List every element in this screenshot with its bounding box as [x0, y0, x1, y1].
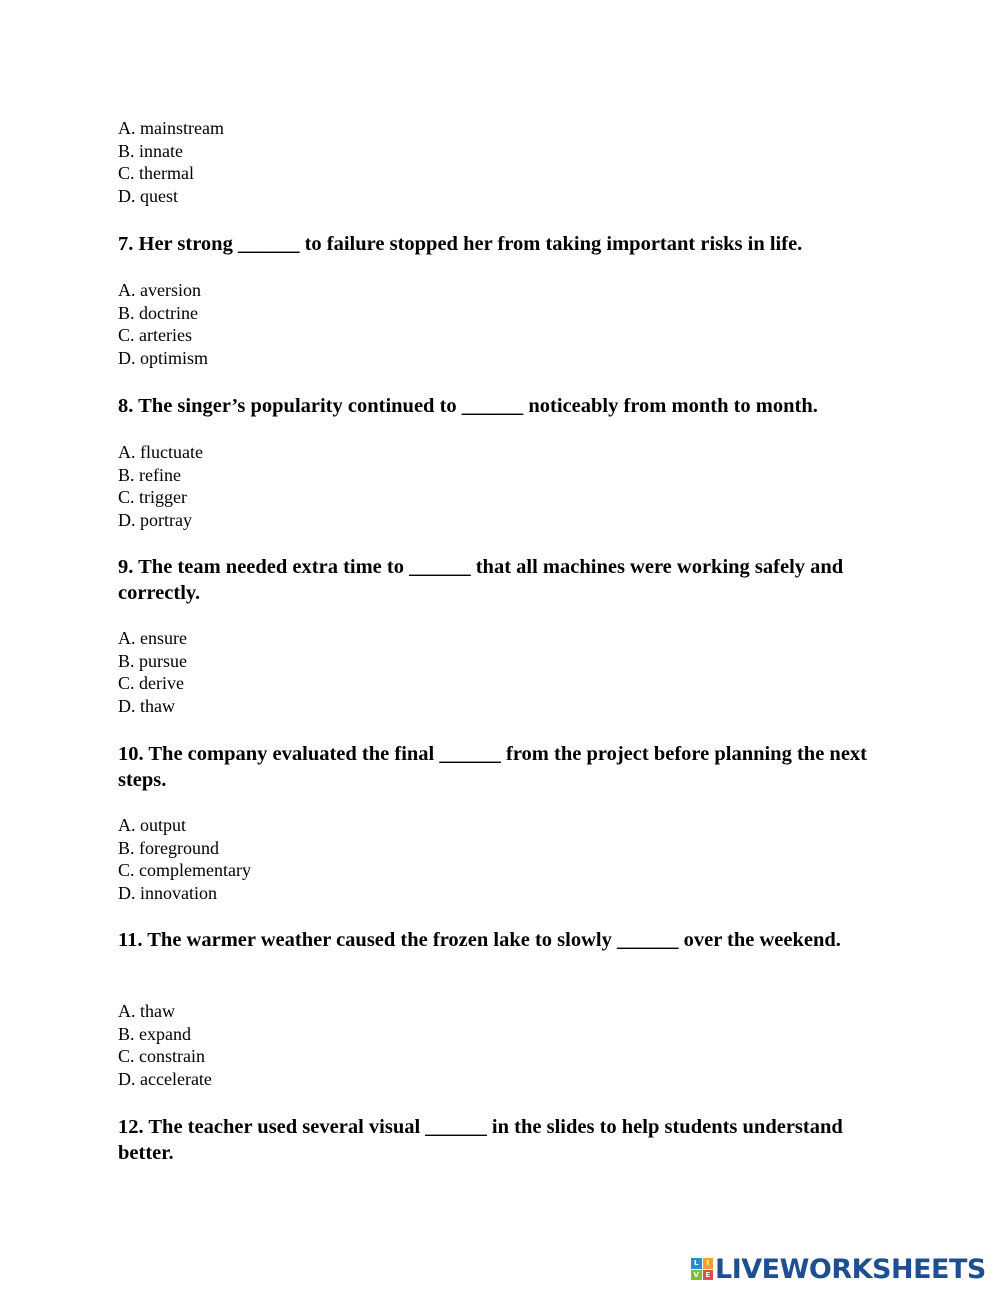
question-8-options [118, 441, 203, 531]
question-11: 11. The warmer weather caused the frozen lake to slowly ______ over the weekend. [118, 929, 841, 951]
previous-question-options [118, 117, 224, 207]
logo-icon-cell: E [703, 1270, 714, 1281]
logo-icon-cell: L [691, 1258, 702, 1269]
option-a[interactable]: A. fluctuate [118, 442, 203, 462]
question-10: 10. The company evaluated the final ______ from the project before planning the next steps. [118, 743, 867, 791]
option-b[interactable]: B. innate [118, 140, 183, 161]
option-a[interactable]: A. thaw [118, 1001, 175, 1021]
option-b[interactable]: B. foreground [118, 837, 219, 858]
liveworksheets-logo-icon [691, 1258, 713, 1280]
question-9: 9. The team needed extra time to ______ that all machines were working safely and correctly. [118, 556, 844, 604]
logo-icon-cell: V [691, 1270, 702, 1281]
option-b[interactable]: B. pursue [118, 650, 187, 671]
option-c[interactable]: C. complementary [118, 860, 251, 881]
logo-wordmark: LIVEWORKSHEETS [715, 1253, 986, 1285]
question-7: 7. Her strong ______ to failure stopped her from taking important risks in life. [118, 233, 803, 255]
option-a[interactable]: A. output [118, 815, 187, 835]
option-d[interactable]: D. optimism [118, 347, 209, 368]
option-c[interactable]: C. arteries [118, 325, 192, 346]
question-7-options [118, 279, 208, 369]
option-d[interactable]: D. quest [118, 185, 178, 206]
question-10-options [118, 814, 251, 904]
option-a[interactable]: A. aversion [118, 280, 201, 300]
option-b[interactable]: B. refine [118, 464, 181, 485]
option-d[interactable]: D. portray [118, 509, 192, 530]
option-c[interactable]: C. constrain [118, 1046, 205, 1067]
question-12: 12. The teacher used several visual ______ in the slides to help students understand better. [118, 1116, 843, 1164]
option-c[interactable]: C. thermal [118, 163, 194, 184]
option-a[interactable]: A. mainstream [118, 118, 224, 138]
option-d[interactable]: D. accelerate [118, 1068, 212, 1089]
question-9-options [118, 627, 187, 717]
logo-icon-cell: I [703, 1258, 714, 1269]
option-b[interactable]: B. expand [118, 1023, 191, 1044]
option-d[interactable]: D. innovation [118, 882, 217, 903]
option-c[interactable]: C. derive [118, 673, 184, 694]
liveworksheets-logo [691, 1253, 986, 1285]
option-c[interactable]: C. trigger [118, 487, 187, 508]
option-a[interactable]: A. ensure [118, 628, 187, 648]
question-8: 8. The singer’s popularity continued to ______ noticeably from month to month. [118, 395, 818, 417]
option-d[interactable]: D. thaw [118, 695, 175, 716]
question-11-options [118, 1000, 212, 1090]
option-b[interactable]: B. doctrine [118, 302, 198, 323]
